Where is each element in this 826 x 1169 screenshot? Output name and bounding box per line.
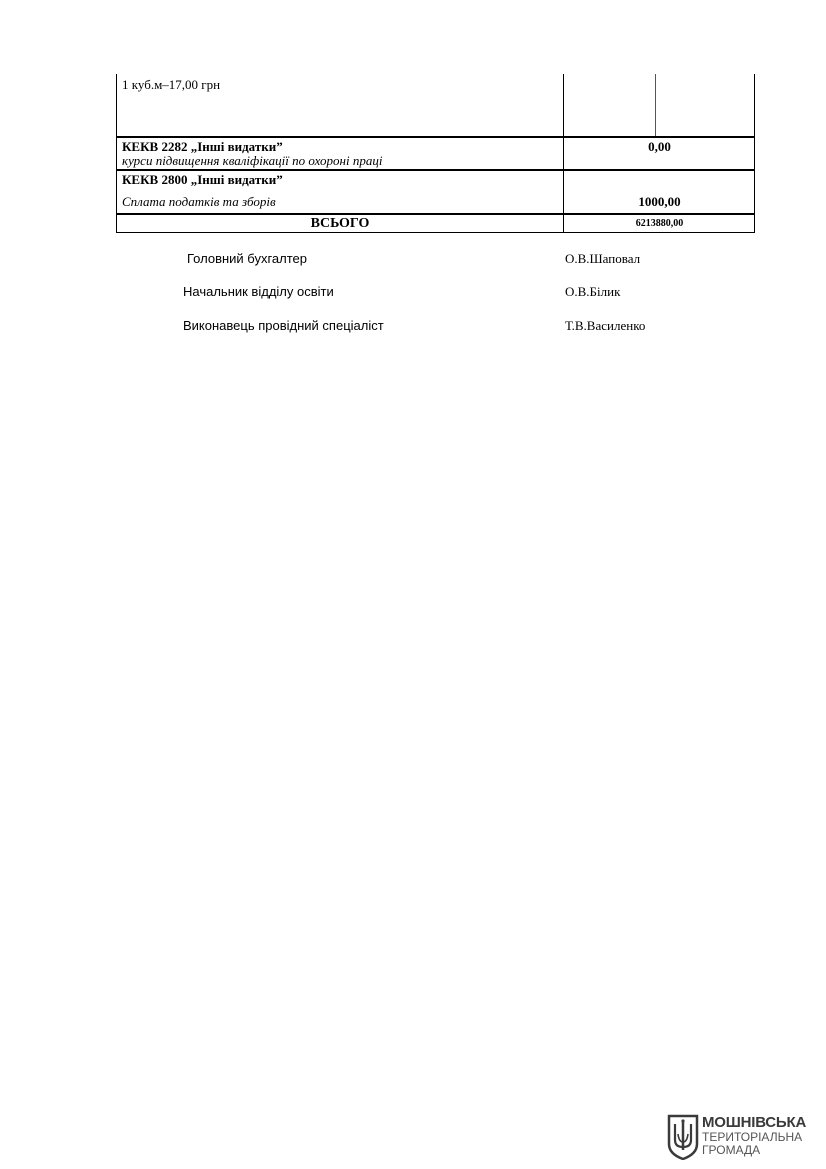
tariff-text: 1 куб.м–17,00 грн: [122, 77, 221, 92]
signature-role: Головний бухгалтер: [187, 251, 307, 266]
column-divider: [563, 74, 564, 137]
signature-name: О.В.Шаповал: [565, 251, 641, 266]
signature-name: О.В.Білик: [565, 284, 621, 299]
logo-line2: ТЕРИТОРІАЛЬНА: [702, 1130, 803, 1144]
logo-name: МОШНІВСЬКА: [702, 1114, 807, 1131]
total-label: ВСЬОГО: [310, 216, 370, 231]
kekv-2800-value: 1000,00: [638, 194, 681, 209]
column-divider: [655, 74, 656, 137]
kekv-2800-title: КЕКВ 2800 „Інші видатки”: [122, 172, 283, 187]
table-row: [116, 169, 755, 213]
table-total-row: [116, 213, 755, 233]
trident-icon: [666, 1114, 700, 1160]
signature-role: Начальник відділу освіти: [183, 284, 334, 299]
logo-text: [702, 1115, 806, 1157]
logo-line3: ГРОМАДА: [702, 1143, 761, 1157]
kekv-2282-value: 0,00: [648, 139, 671, 154]
table-row: [116, 74, 755, 137]
total-value: 6213880,00: [635, 218, 684, 229]
kekv-2800-description: Сплата податків та зборів: [122, 194, 276, 209]
community-logo: [666, 1114, 811, 1162]
kekv-2282-title: КЕКВ 2282 „Інші видатки”: [122, 139, 283, 154]
budget-table-fragment: [116, 74, 755, 232]
table-row: [116, 136, 755, 169]
signature-name: Т.В.Василенко: [565, 318, 646, 333]
kekv-2282-description: курси підвищення кваліфікації по охороні праці: [122, 153, 383, 168]
signature-role: Виконавець провідний спеціаліст: [183, 318, 384, 333]
